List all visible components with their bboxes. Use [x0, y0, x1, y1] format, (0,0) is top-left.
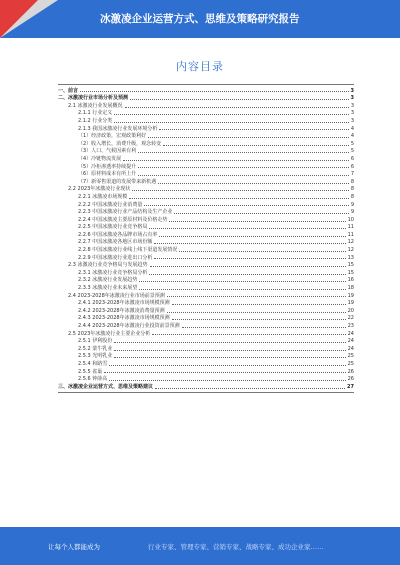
toc-leader-dots: [132, 190, 349, 191]
toc-entry-page: 5: [350, 148, 354, 155]
toc-entry-page: 15: [347, 262, 354, 269]
toc-entry[interactable]: [58, 208, 354, 216]
toc-leader-dots: [167, 312, 346, 313]
toc-leader-dots: [109, 380, 345, 381]
toc-entry-page: 10: [347, 216, 354, 223]
toc-entry-label: 2.5.2 蒙牛乳业: [78, 345, 113, 352]
toc-leader-dots: [138, 167, 349, 168]
toc-entry-page: 25: [347, 360, 354, 367]
toc-leader-dots: [179, 251, 345, 252]
toc-leader-dots: [138, 175, 349, 176]
toc-entry-label: （3）人口、气候因素有利: [78, 148, 137, 155]
toc-entry[interactable]: [58, 268, 354, 276]
toc-entry[interactable]: [58, 230, 354, 238]
toc-entry-label: 一、前言: [58, 87, 79, 94]
toc-leader-dots: [154, 258, 345, 259]
toc-entry-label: 2.2 2023年冰激凌行业现状: [68, 186, 131, 193]
toc-entry-page: 3: [350, 117, 354, 124]
toc-leader-dots: [155, 388, 345, 389]
toc-entry[interactable]: [58, 329, 354, 337]
toc-entry[interactable]: [58, 314, 354, 322]
toc-entry[interactable]: [58, 162, 354, 170]
toc-entry-page: 20: [347, 307, 354, 314]
toc-entry-label: 2.5.3 光明乳业: [78, 353, 113, 360]
footer-slogan: 让每个人都能成为: [48, 543, 100, 551]
toc-leader-dots: [148, 137, 349, 138]
toc-leader-dots: [109, 365, 345, 366]
toc-entry-label: 2.2.8 中国冰激凌行业线上线下渠道发展情况: [78, 247, 178, 254]
toc-entry-page: 4: [350, 125, 354, 132]
toc-leader-dots: [114, 357, 345, 358]
toc-entry-page: 8: [350, 178, 354, 185]
toc-entry-page: 8: [350, 186, 354, 193]
toc-entry-page: 6: [350, 163, 354, 170]
toc-leader-dots: [172, 319, 346, 320]
toc-entry[interactable]: [58, 352, 354, 360]
toc-entry-page: 24: [347, 345, 354, 352]
toc-entry-page: 24: [347, 338, 354, 345]
toc-entry[interactable]: [58, 200, 354, 208]
toc-entry[interactable]: [58, 382, 354, 390]
toc-entry-page: 6: [350, 155, 354, 162]
toc-entry-label: （5）冷柜渗透率持续提升: [78, 163, 137, 170]
toc-entry-label: 二、冰激凌行业市场分析及预测: [58, 95, 129, 102]
toc-entry-label: 2.3.1 冰激凌行业竞争格局分析: [78, 269, 148, 276]
table-of-contents: [58, 86, 354, 390]
toc-entry-label: 2.5.4 和路雪: [78, 360, 108, 367]
toc-entry[interactable]: [58, 177, 354, 185]
toc-entry-page: 3: [350, 110, 354, 117]
toc-leader-dots: [149, 228, 345, 229]
toc-leader-dots: [154, 243, 345, 244]
toc-entry-page: 25: [347, 353, 354, 360]
toc-entry[interactable]: [58, 223, 354, 231]
toc-entry-label: （6）原材料成本有所上升: [78, 171, 137, 178]
toc-leader-dots: [149, 274, 345, 275]
toc-leader-dots: [104, 372, 345, 373]
toc-leader-dots: [159, 129, 348, 130]
toc-entry-label: 2.2.4 中国冰激凌主要原材料及价格走势: [78, 216, 168, 223]
toc-leader-dots: [163, 145, 349, 146]
toc-heading: 内容目录: [176, 60, 224, 73]
toc-entry-page: 3: [350, 102, 354, 109]
toc-entry[interactable]: [58, 337, 354, 345]
toc-entry[interactable]: [58, 291, 354, 299]
toc-entry-page: 3: [350, 87, 354, 94]
header-corner-accent: [0, 0, 38, 38]
toc-entry-page: 19: [347, 300, 354, 307]
toc-leader-dots: [152, 334, 345, 335]
toc-top-divider: [58, 84, 354, 85]
toc-entry-label: 2.5 2023年冰激凌行业主要企业分析: [68, 330, 151, 337]
toc-entry[interactable]: [58, 238, 354, 246]
toc-entry-label: 2.2.5 中国冰激凌行业竞争格局: [78, 224, 148, 231]
toc-leader-dots: [169, 221, 345, 222]
toc-entry-label: 2.5.1 伊利股份: [78, 338, 113, 345]
toc-entry-label: 2.2.7 中国冰激凌各地区市场份额: [78, 239, 153, 246]
toc-entry-label: 2.2.2 中国冰激凌行业消费量: [78, 201, 143, 208]
toc-entry[interactable]: [58, 215, 354, 223]
report-footer: [0, 527, 400, 565]
toc-leader-dots: [144, 205, 348, 206]
toc-entry-label: 2.2.6 中国冰激凌各品牌市场占有率: [78, 231, 158, 238]
toc-entry[interactable]: [58, 321, 354, 329]
toc-entry-page: 3: [350, 95, 354, 102]
toc-entry-page: 27: [347, 383, 354, 390]
toc-entry-label: 2.1.3 我国冰激凌行业发展环境分析: [78, 125, 158, 132]
toc-leader-dots: [123, 160, 349, 161]
toc-entry-label: 三、冰激凌企业运营方式、思维及策略建议: [58, 383, 154, 390]
toc-leader-dots: [150, 266, 346, 267]
toc-entry-label: 2.3.2 冰激凌行业发展趋势: [78, 277, 138, 284]
toc-entry[interactable]: [58, 253, 354, 261]
toc-entry-page: 23: [347, 323, 354, 329]
toc-entry-label: 2.2.9 中国冰激凌行业进出口分析: [78, 254, 153, 261]
toc-entry[interactable]: [58, 101, 354, 109]
toc-entry-label: 2.5.5 雀巢: [78, 368, 103, 375]
toc-entry[interactable]: [58, 170, 354, 178]
toc-entry-label: 2.4.1 2023-2028年冰激凌市场规模预测: [78, 300, 170, 307]
report-header: [0, 0, 400, 38]
toc-entry[interactable]: [58, 299, 354, 307]
toc-entry-label: 2.1.2 行业分类: [78, 117, 113, 124]
toc-entry[interactable]: [58, 116, 354, 124]
toc-entry-label: 2.1.1 行业定义: [78, 110, 113, 117]
toc-entry-page: 13: [347, 254, 354, 261]
toc-entry-label: 2.2.3 中国冰激凌行业产品结构及生产企业: [78, 209, 173, 216]
toc-leader-dots: [182, 327, 346, 328]
toc-entry-page: 18: [347, 285, 354, 292]
toc-entry-page: 19: [347, 292, 354, 299]
toc-entry-page: 9: [350, 209, 354, 216]
toc-entry-page: 12: [347, 239, 354, 246]
toc-entry[interactable]: [58, 261, 354, 269]
toc-leader-dots: [174, 213, 348, 214]
toc-entry-page: 22: [347, 315, 354, 322]
toc-entry-page: 8: [350, 193, 354, 200]
toc-entry-label: 2.5.6 钟薛高: [78, 376, 108, 383]
toc-entry-page: 9: [350, 201, 354, 208]
toc-entry[interactable]: [58, 86, 354, 94]
toc-entry-page: 11: [347, 231, 354, 238]
toc-entry[interactable]: [58, 132, 354, 140]
toc-leader-dots: [114, 114, 349, 115]
toc-leader-dots: [139, 289, 345, 290]
toc-entry[interactable]: [58, 185, 354, 193]
toc-entry-page: 5: [350, 140, 354, 147]
toc-entry[interactable]: [58, 94, 354, 102]
toc-entry[interactable]: [58, 154, 354, 162]
toc-entry-page: 16: [347, 277, 354, 284]
toc-entry-page: 12: [347, 247, 354, 254]
toc-entry-label: 2.3.3 冰激凌行业未来展望: [78, 285, 138, 292]
toc-entry[interactable]: [58, 276, 354, 284]
toc-entry[interactable]: [58, 147, 354, 155]
toc-bottom-divider: [58, 392, 354, 393]
toc-entry-page: 24: [347, 330, 354, 337]
toc-entry[interactable]: [58, 283, 354, 291]
toc-leader-dots: [139, 281, 345, 282]
toc-leader-dots: [158, 183, 349, 184]
toc-entry[interactable]: [58, 344, 354, 352]
toc-entry[interactable]: [58, 245, 354, 253]
toc-entry-page: 4: [350, 133, 354, 140]
toc-leader-dots: [129, 198, 349, 199]
toc-entry-label: （2）收入增长，消费升级，观念转变: [78, 140, 162, 147]
toc-leader-dots: [125, 107, 349, 108]
toc-leader-dots: [114, 342, 345, 343]
footer-roles: 行业专家、管理专家、营销专家、战略专家、成功企业家……: [148, 543, 324, 551]
toc-leader-dots: [114, 350, 345, 351]
toc-entry-page: 26: [347, 376, 354, 383]
toc-leader-dots: [172, 304, 346, 305]
toc-entry[interactable]: [58, 306, 354, 314]
toc-entry-label: 2.2.1 冰激凌市场规模: [78, 193, 128, 200]
toc-leader-dots: [167, 296, 346, 297]
toc-entry-page: 7: [350, 171, 354, 178]
toc-leader-dots: [130, 99, 349, 100]
toc-leader-dots: [159, 236, 345, 237]
toc-leader-dots: [114, 122, 349, 123]
report-title: 冰激凌企业运营方式、思维及策略研究报告: [100, 13, 300, 25]
toc-entry-page: 15: [347, 269, 354, 276]
toc-entry-label: 2.4.3 2023-2028年冰激凌市场规模预测: [78, 315, 170, 322]
toc-entry-label: 2.4.2 2023-2028年冰激凌消费量预测: [78, 307, 165, 314]
toc-entry[interactable]: [58, 124, 354, 132]
toc-leader-dots: [138, 152, 349, 153]
toc-entry[interactable]: [58, 375, 354, 383]
toc-entry-label: （4）冷链物流发展: [78, 155, 122, 162]
toc-entry-label: 2.4 2023-2028年冰激凌行业市场前景预测: [68, 292, 165, 299]
toc-entry-label: （7）新零售渠道的发展带来新机遇: [78, 178, 157, 185]
toc-entry[interactable]: [58, 367, 354, 375]
toc-leader-dots: [80, 91, 349, 92]
toc-entry[interactable]: [58, 359, 354, 367]
toc-entry-label: 2.3 冰激凌行业竞争格局与发展趋势: [68, 262, 148, 269]
toc-entry[interactable]: [58, 139, 354, 147]
toc-entry[interactable]: [58, 192, 354, 200]
toc-entry-label: 2.1 冰激凌行业发展概况: [68, 102, 123, 109]
toc-entry-page: 11: [347, 224, 354, 231]
toc-entry[interactable]: [58, 109, 354, 117]
toc-entry-label: （1）经济政策，宏观政策利好: [78, 133, 147, 140]
toc-entry-label: 2.4.4 2023-2028年冰激凌行业投资前景预测: [78, 323, 180, 329]
toc-entry-page: 26: [347, 368, 354, 375]
